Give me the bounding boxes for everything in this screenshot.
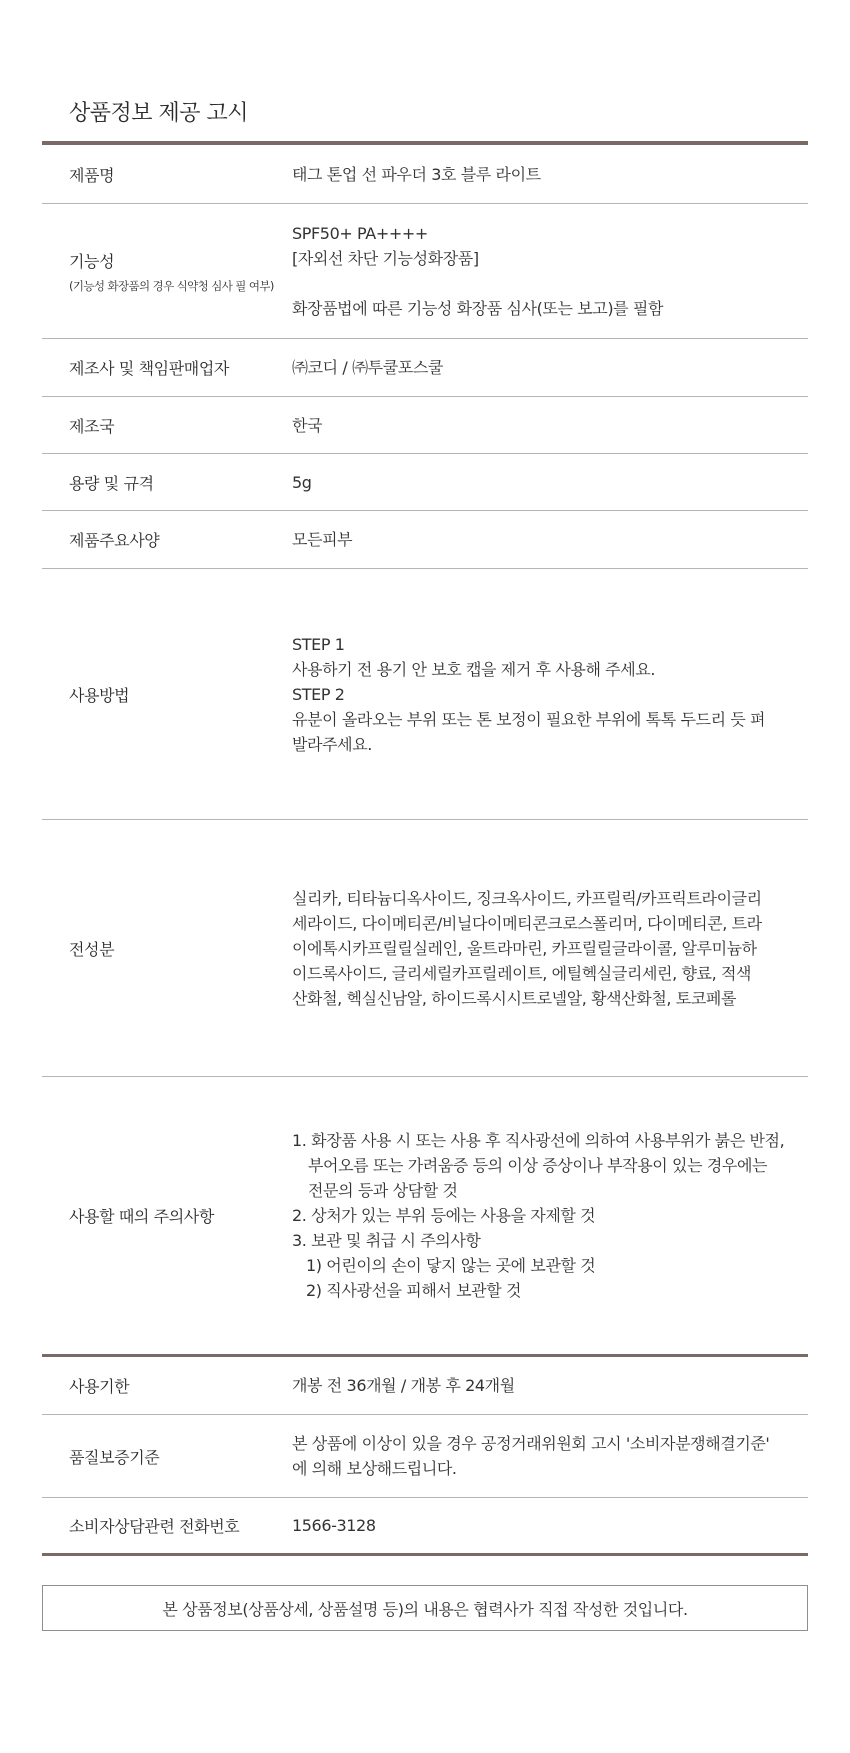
value-line: 2. 상처가 있는 부위 등에는 사용을 자제할 것 bbox=[292, 1206, 596, 1225]
table-row-specs bbox=[42, 511, 808, 569]
row-label: 제품주요사양 bbox=[69, 531, 160, 550]
table-row-phone bbox=[42, 1498, 808, 1556]
value-line: 이드록사이드, 글리세릴카프릴레이트, 에틸헥실글리세린, 향료, 적색 bbox=[292, 963, 752, 983]
page-title: 상품정보 제공 고시 bbox=[69, 101, 249, 126]
value-line: 세라이드, 다이메티콘/비닐다이메티콘크로스폴리머, 다이메티콘, 트라 bbox=[292, 913, 762, 933]
row-label: 사용방법 bbox=[69, 685, 130, 705]
row-value: ㈜코디 / ㈜투쿨포스쿨 bbox=[292, 358, 443, 377]
table-row-ingredients bbox=[42, 820, 808, 1077]
row-value bbox=[292, 632, 808, 757]
row-value: 개봉 전 36개월 / 개봉 후 24개월 bbox=[292, 1376, 515, 1395]
row-label: 사용기한 bbox=[69, 1377, 130, 1396]
row-value bbox=[292, 886, 808, 1011]
value-line: 1. 화장품 사용 시 또는 사용 후 직사광선에 의하여 사용부위가 붉은 반점, bbox=[292, 1131, 785, 1150]
disclaimer-box: 본 상품정보(상품상세, 상품설명 등)의 내용은 협력사가 직접 작성한 것입니다. bbox=[42, 1585, 808, 1631]
table-row-expiry bbox=[42, 1357, 808, 1415]
table-row-capacity bbox=[42, 454, 808, 511]
value-line: 유분이 올라오는 부위 또는 톤 보정이 필요한 부위에 톡톡 두드리 듯 펴 bbox=[292, 709, 766, 729]
value-line: 2) 직사광선을 피해서 보관할 것 bbox=[306, 1281, 522, 1300]
row-value: 1566-3128 bbox=[292, 1516, 376, 1535]
row-value: 모든피부 bbox=[292, 530, 353, 549]
info-table bbox=[42, 141, 808, 1556]
row-label: 용량 및 규격 bbox=[69, 473, 154, 493]
row-label: 사용할 때의 주의사항 bbox=[69, 1207, 214, 1226]
row-label: 제조국 bbox=[69, 416, 115, 436]
table-row-caution bbox=[42, 1077, 808, 1357]
value-line: 산화철, 헥실신남알, 하이드록시시트로넬알, 황색산화철, 토코페롤 bbox=[292, 988, 737, 1008]
row-value: 태그 톤업 선 파우더 3호 블루 라이트 bbox=[292, 164, 541, 184]
row-value bbox=[292, 1431, 808, 1481]
table-row-product-name bbox=[42, 141, 808, 204]
value-line: 본 상품에 이상이 있을 경우 공정거래위원회 고시 '소비자분쟁해결기준' bbox=[292, 1434, 770, 1453]
label-subtext: (기능성 화장품의 경우 식약청 심사 필 여부) bbox=[69, 278, 274, 293]
value-line: 발라주세요. bbox=[292, 734, 372, 754]
value-line: 전문의 등과 상담할 것 bbox=[308, 1181, 458, 1200]
row-value: 5g bbox=[292, 472, 312, 492]
row-value bbox=[292, 1128, 808, 1303]
row-label bbox=[42, 249, 292, 294]
row-label: 제조사 및 책임판매업자 bbox=[69, 359, 229, 378]
table-row-function bbox=[42, 204, 808, 339]
table-row-usage bbox=[42, 569, 808, 820]
value-line: 이에톡시카프릴릴실레인, 울트라마린, 카프릴릴글라이콜, 알루미늄하 bbox=[292, 938, 757, 958]
value-line: 실리카, 티타늄디옥사이드, 징크옥사이드, 카프릴릭/카프릭트라이글리 bbox=[292, 888, 762, 908]
label-text: 기능성 bbox=[69, 251, 115, 271]
value-line: STEP 2 bbox=[292, 684, 345, 704]
row-value bbox=[292, 221, 808, 321]
value-line: 부어오름 또는 가려움증 등의 이상 증상이나 부작용이 있는 경우에는 bbox=[308, 1156, 768, 1175]
value-line: 화장품법에 따른 기능성 화장품 심사(또는 보고)를 필함 bbox=[292, 299, 664, 318]
value-line: 사용하기 전 용기 안 보호 캡을 제거 후 사용해 주세요. bbox=[292, 659, 656, 679]
value-line: 3. 보관 및 취급 시 주의사항 bbox=[292, 1231, 481, 1250]
value-line bbox=[292, 271, 798, 296]
row-value: 한국 bbox=[292, 415, 323, 435]
table-row-manufacturer bbox=[42, 339, 808, 397]
value-line: [자외선 차단 기능성화장품] bbox=[292, 249, 479, 268]
row-label: 전성분 bbox=[69, 939, 115, 959]
row-label: 품질보증기준 bbox=[69, 1447, 160, 1467]
table-row-country bbox=[42, 397, 808, 454]
table-row-quality bbox=[42, 1415, 808, 1498]
value-line: 1) 어린이의 손이 닿지 않는 곳에 보관할 것 bbox=[306, 1256, 596, 1275]
value-line: STEP 1 bbox=[292, 634, 345, 654]
value-line: SPF50+ PA++++ bbox=[292, 224, 428, 243]
row-label: 소비자상담관련 전화번호 bbox=[69, 1517, 240, 1536]
row-label: 제품명 bbox=[69, 165, 115, 185]
value-line: 에 의해 보상해드립니다. bbox=[292, 1459, 457, 1478]
